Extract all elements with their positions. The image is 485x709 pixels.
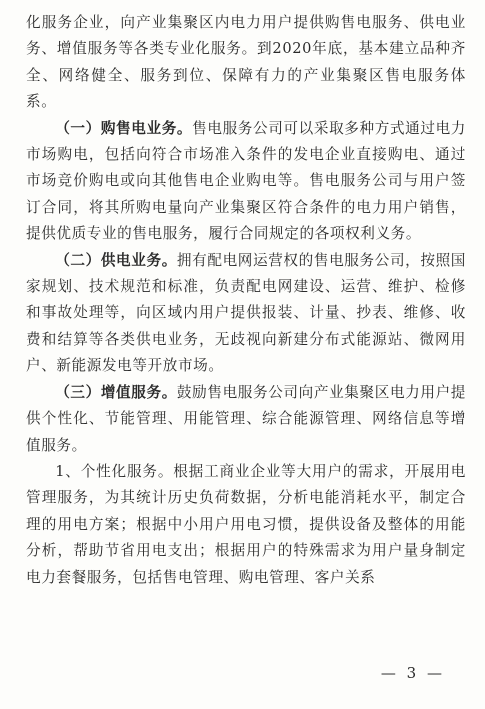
- page-number: — 3 —: [380, 664, 445, 682]
- paragraph-power-trading-text: 售电服务公司可以采取多种方式通过电力市场购电，包括向符合市场准入条件的发电企业直接购电、通过市场竞价购电或向其他售电企业购电等。售电服务公司与用户签订合同，将其所购电量向产业集聚区符合条件的电力用户销售，提供优质专业的售电服务，履行合同规定的各项权利义务。: [26, 119, 466, 243]
- paragraph-personalized-service-text: 1、个性化服务。根据工商业企业等大用户的需求，开展用电管理服务，为其统计历史负荷数据，分析电能消耗水平，制定合理的用电方案；根据中小用户用电习惯，提供设备及整体的用能分析，帮助节省用电支出；根据用户的特殊需求为用户量身制定电力套餐服务，包括售电管理、购电管理、客户关系: [26, 462, 466, 586]
- paragraph-value-added: [26, 380, 466, 459]
- section-heading-power-supply: （二）供电业务。: [55, 251, 177, 269]
- paragraph-intro-continued: [26, 10, 466, 116]
- section-heading-power-trading: （一）购售电业务。: [55, 119, 193, 137]
- paragraph-power-supply-text: 拥有配电网运营权的售电服务公司，按照国家规划、技术规范和标准，负责配电网建设、运营、维护、检修和事故处理等，向区域内用户提供报装、计量、抄表、维修、收费和结算等各类供电业务，无歧视向新建分布式能源站、微网用户、新能源发电等开放市场。: [26, 251, 466, 375]
- section-heading-value-added: （三）增值服务。: [55, 383, 177, 401]
- paragraph-personalized-service: [26, 459, 466, 591]
- paragraph-power-supply: [26, 248, 466, 380]
- document-page: [26, 10, 466, 591]
- paragraph-value-added-text: 鼓励售电服务公司向产业集聚区电力用户提供个性化、节能管理、用能管理、综合能源管理、网络信息等增值服务。: [26, 383, 466, 454]
- paragraph-intro-text: 化服务企业，向产业集聚区内电力用户提供购售电服务、供电业务、增值服务等各类专业化服务。到2020年底，基本建立品种齐全、网络健全、服务到位、保障有力的产业集聚区售电服务体系。: [26, 14, 466, 111]
- paragraph-power-trading: [26, 116, 466, 248]
